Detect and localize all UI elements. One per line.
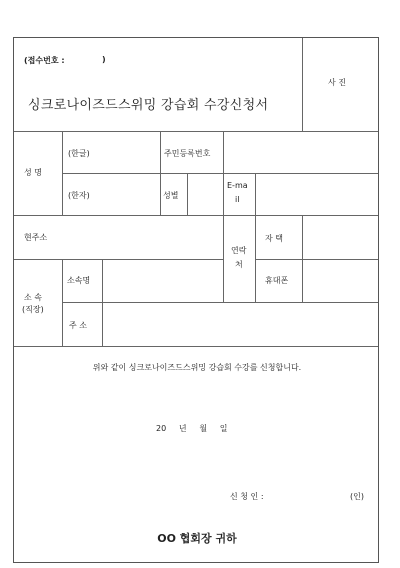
- name-korean-label: (한글): [68, 149, 90, 158]
- addressee: OO 협회장 귀하: [157, 532, 237, 545]
- divider: [102, 302, 103, 346]
- affiliation-label: 소 속: [24, 293, 42, 302]
- divider: [62, 259, 63, 346]
- home-phone-label: 자 택: [265, 234, 283, 243]
- gender-label: 성별: [163, 191, 179, 200]
- divider: [14, 346, 378, 347]
- photo-label: 사 진: [328, 78, 346, 87]
- contact-label-cont: 처: [235, 260, 243, 269]
- divider: [14, 215, 378, 216]
- address-label: 현주소: [24, 233, 48, 242]
- name-label: 성 명: [24, 168, 42, 177]
- divider: [187, 173, 188, 215]
- org-name-label: 소속명: [67, 276, 91, 285]
- divider: [302, 215, 303, 302]
- mobile-label: 휴대폰: [265, 276, 289, 285]
- email-label-cont: il: [235, 195, 240, 204]
- seal-label: (인): [350, 492, 364, 501]
- application-date: 20 년 월 일: [156, 424, 228, 433]
- receipt-number-close: ): [102, 55, 106, 64]
- applicant-label: 신 청 인 :: [230, 492, 264, 501]
- divider: [223, 131, 224, 259]
- contact-label: 연락: [231, 246, 247, 255]
- resident-number-label: 주민등록번호: [164, 149, 211, 158]
- form-title: 싱크로나이즈드스위밍 강습회 수강신청서: [28, 98, 269, 113]
- email-label: E-ma: [227, 181, 248, 190]
- divider: [255, 173, 256, 302]
- divider: [14, 259, 223, 260]
- name-hanja-label: (한자): [68, 191, 90, 200]
- divider: [160, 131, 161, 215]
- divider: [62, 302, 378, 303]
- application-form: [13, 37, 379, 563]
- divider: [62, 173, 378, 174]
- divider: [14, 131, 378, 132]
- affiliation-label-cont: (직장): [22, 305, 44, 314]
- divider: [62, 131, 63, 215]
- application-statement: 위와 같이 싱크로나이즈드스위밍 강습회 수강를 신청합니다.: [92, 363, 302, 372]
- divider: [302, 38, 303, 131]
- divider: [255, 259, 378, 260]
- divider: [223, 259, 224, 302]
- org-address-label: 주 소: [69, 321, 87, 330]
- divider: [102, 259, 103, 302]
- receipt-number-label: (접수번호 :: [24, 56, 65, 65]
